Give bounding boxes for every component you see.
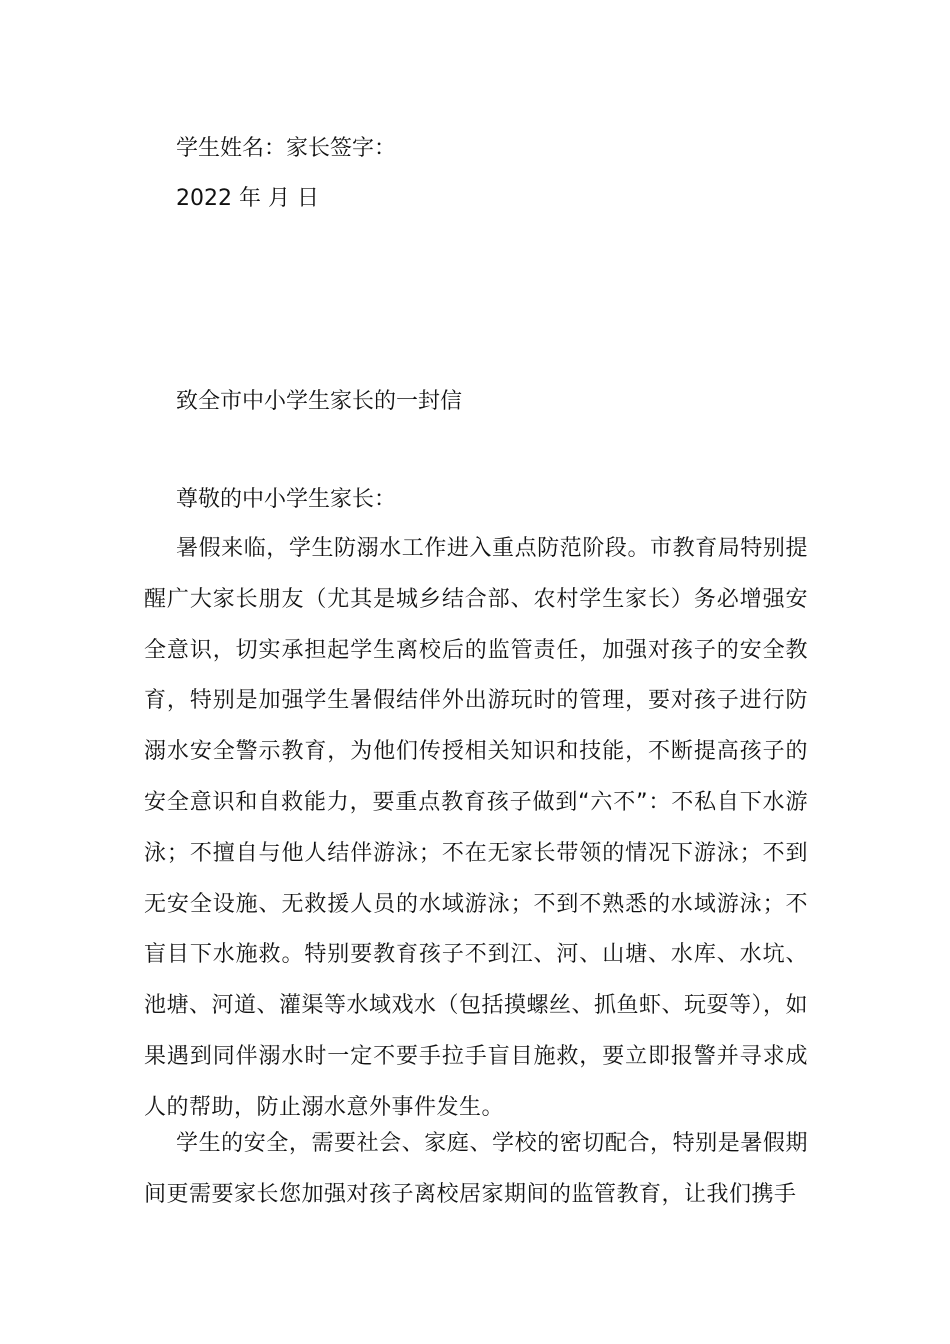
date-line: 2022 年 月 日: [176, 186, 319, 211]
letter-paragraph-1: 暑假来临，学生防溺水工作进入重点防范阶段。市教育局特别提醒广大家长朋友（尤其是城乡结合部、农村学生家长）务必增强安全意识，切实承担起学生离校后的监管责任，加强对孩子的安全教育，特别是加强学生暑假结伴外出游玩时的管理，要对孩子进行防溺水安全警示教育，为他们传授相关知识和技能，不断提高孩子的安全意识和自救能力，要重点教育孩子做到“六不”：不私自下水游泳；不擅自与他人结伴游泳；不在无家长带领的情况下游泳；不到无安全设施、无救援人员的水域游泳；不到不熟悉的水域游泳；不盲目下水施救。特别要教育孩子不到江、河、山塘、水库、水坑、池塘、河道、灌渠等水域戏水（包括摸螺丝、抓鱼虾、玩耍等），如果遇到同伴溺水时一定不要手拉手盲目施救，要立即报警并寻求成人的帮助，防止溺水意外事件发生。: [144, 536, 809, 1120]
letter-title: 致全市中小学生家长的一封信: [176, 389, 463, 414]
student-name-parent-signature-line: 学生姓名：家长签字：: [176, 136, 397, 161]
letter-paragraph-2: 学生的安全，需要社会、家庭、学校的密切配合，特别是暑假期间更需要家长您加强对孩子离校居家期间的监管教育，让我们携手: [144, 1131, 808, 1207]
letter-salutation: 尊敬的中小学生家长：: [176, 487, 397, 512]
